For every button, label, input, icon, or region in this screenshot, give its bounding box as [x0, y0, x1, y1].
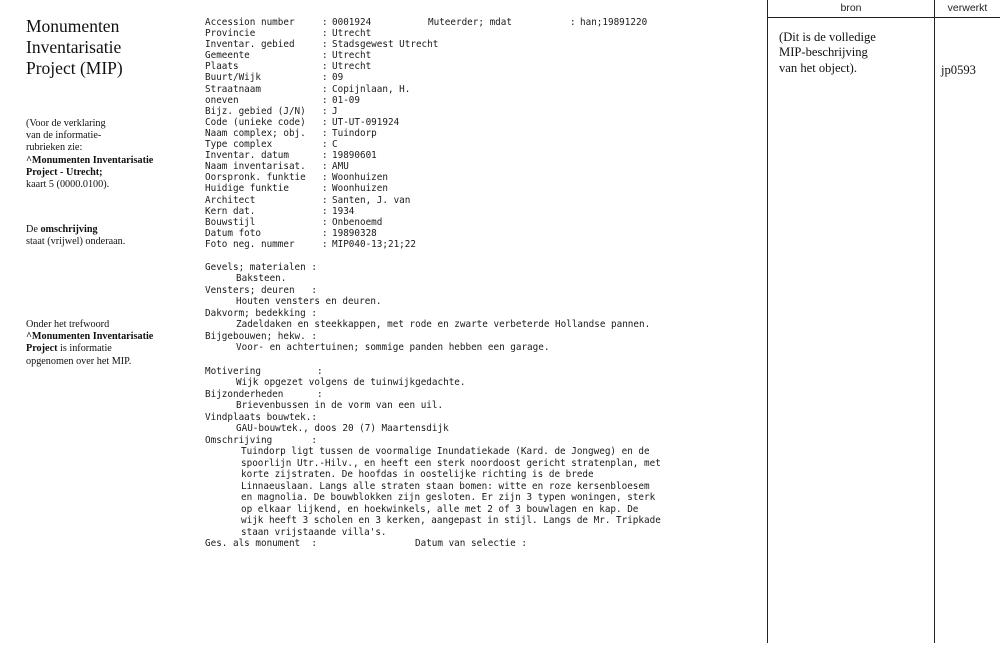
record-row — [205, 206, 765, 217]
record-row — [205, 183, 765, 194]
section-heading: Dakvorm; bedekking : — [205, 307, 317, 319]
bron-note — [779, 30, 929, 76]
field-colon: : — [322, 227, 328, 239]
field-label: Bijz. gebied (J/N) — [205, 105, 306, 117]
note-line: van de informatie- — [26, 130, 102, 142]
field-value: Onbenoemd — [332, 216, 383, 228]
section-text — [210, 527, 770, 539]
note-line: opgenomen over het MIP. — [26, 355, 132, 367]
field-label: Accession number — [205, 17, 295, 28]
note-reference-line: ^Monumenten Inventarisatie — [26, 331, 154, 343]
section-text-line: Zadeldaken en steekkappen, met rode en zwarte verbeterde Hollandse pannen. — [236, 319, 651, 331]
note-line: staat (vrijwel) onderaan. — [26, 236, 126, 248]
field-label: Inventar. datum — [205, 150, 289, 162]
column-header-verwerkt: verwerkt — [947, 2, 988, 14]
section-text — [210, 446, 770, 458]
section-text — [210, 492, 770, 504]
section-heading: Motivering : — [205, 365, 323, 377]
record-row — [205, 150, 765, 161]
section-heading: Gevels; materialen : — [205, 261, 317, 273]
field-value: AMU — [332, 161, 349, 173]
record-row — [205, 28, 765, 39]
left-column — [26, 16, 186, 79]
section-text — [205, 273, 765, 285]
record-row — [205, 128, 765, 139]
verwerkt-code: jp0593 — [941, 63, 976, 77]
field-label: Plaats — [205, 61, 239, 73]
record-row — [205, 95, 765, 106]
section-text-line: Wijk opgezet volgens de tuinwijkgedachte. — [236, 377, 466, 389]
record-row — [205, 106, 765, 117]
field-colon: : — [322, 183, 328, 195]
section-text-line: Linnaeuslaan. Langs alle straten staan bomen: witte en roze kersenbloesem — [241, 480, 650, 492]
section-text-line: spoorlijn Utr.-Hilv., en heeft een sterk noordoost gericht stratenplan, met — [241, 457, 661, 469]
field-label: Gemeente — [205, 50, 250, 62]
section-text — [205, 400, 765, 412]
page-title — [26, 16, 186, 79]
record-row — [205, 50, 765, 61]
field-value: Utrecht — [332, 61, 372, 73]
record-fields — [205, 28, 765, 250]
section-text-line: Voor- en achtertuinen; sommige panden hebben een garage. — [236, 342, 550, 354]
field-label: Oorspronk. funktie — [205, 172, 306, 184]
field-label: Datum foto — [205, 227, 261, 239]
field-value: MIP040-13;21;22 — [332, 238, 416, 250]
section-text — [205, 319, 765, 331]
field-value: 1934 — [332, 205, 355, 217]
field-label: Kern dat. — [205, 205, 256, 217]
record-row — [205, 84, 765, 95]
field-value: Stadsgewest Utrecht — [332, 39, 439, 51]
section-text-line: Tuindorp ligt tussen de voormalige Inundatiekade (Kard. de Jongweg) en de — [241, 446, 650, 458]
record-row — [205, 72, 765, 83]
bron-line: (Dit is de volledige — [779, 30, 876, 44]
section-heading: Omschrijving : — [205, 434, 317, 446]
field-colon: : — [322, 61, 328, 73]
section-text — [205, 377, 765, 389]
field-label: Datum van selectie : — [415, 538, 527, 550]
field-label: Ges. als monument : — [205, 538, 317, 550]
field-value: 19890328 — [332, 227, 377, 239]
field-colon: : — [322, 28, 328, 40]
field-value: UT-UT-091924 — [332, 116, 400, 128]
field-colon: : — [322, 172, 328, 184]
field-value: C — [332, 139, 338, 151]
field-label: Foto neg. nummer — [205, 238, 295, 250]
record-row-monument — [205, 538, 765, 549]
note-reference-line: Project - Utrecht; — [26, 166, 103, 178]
section-text-line: en magnolia. De bouwblokken zijn gesloten. Er zijn 3 typen woningen, sterk — [241, 492, 656, 504]
record-row — [205, 39, 765, 50]
section-text-line: op elkaar lijkend, en hoekwinkels, alle met 2 of 3 bouwlagen en kap. De — [241, 503, 639, 515]
field-label: Muteerder; mdat — [428, 17, 512, 28]
section-text-line: GAU-bouwtek., doos 20 (7) Maartensdijk — [236, 423, 449, 435]
field-colon: : — [322, 150, 328, 162]
field-label: Naam complex; obj. — [205, 127, 306, 139]
section-text — [210, 458, 770, 470]
field-value: 09 — [332, 72, 344, 84]
bron-line: van het object). — [779, 60, 857, 75]
field-label: Architect — [205, 194, 256, 206]
field-colon: : — [322, 161, 328, 173]
note-line: (Voor de verklaring — [26, 118, 106, 129]
section-text-line: wijk heeft 3 scholen en 3 kerken, aangepast in stijl. Langs de Mr. Tripkade — [241, 515, 661, 527]
field-value: 01-09 — [332, 94, 360, 106]
column-divider — [767, 0, 768, 643]
section-text — [205, 296, 765, 308]
field-colon: : — [322, 238, 328, 250]
field-label: Huidige funktie — [205, 183, 289, 195]
section-heading: Bijgebouwen; hekw. : — [205, 330, 317, 342]
field-label: oneven — [205, 94, 239, 106]
record-row — [205, 228, 765, 239]
field-value: Copijnlaan, H. — [332, 83, 411, 95]
spacer — [205, 354, 765, 366]
field-value: han;19891220 — [580, 17, 648, 28]
header-rule — [767, 17, 1000, 18]
section-text — [210, 515, 770, 527]
field-label: Bouwstijl — [205, 216, 256, 228]
bron-line: MIP-beschrijving — [779, 45, 868, 60]
record-row — [205, 239, 765, 250]
field-colon: : — [322, 127, 328, 139]
section-text-line: Baksteen. — [236, 273, 287, 285]
record-row — [205, 61, 765, 72]
note-line: Onder het trefwoord — [26, 319, 110, 330]
field-colon: : — [322, 50, 328, 62]
section-text — [210, 469, 770, 481]
section-heading: Vensters; deuren : — [205, 284, 317, 296]
field-label: Buurt/Wijk — [205, 72, 261, 84]
field-label: Code (unieke code) — [205, 116, 306, 128]
field-label: Type complex — [205, 139, 273, 151]
keyword-note — [26, 319, 191, 368]
field-value: J — [332, 105, 338, 117]
record-row — [205, 117, 765, 128]
field-colon: : — [322, 83, 328, 95]
field-value: 0001924 — [332, 17, 372, 28]
field-value: Utrecht — [332, 28, 372, 40]
note-line: De omschrijving — [26, 224, 98, 235]
spacer — [205, 250, 765, 262]
record-row — [205, 217, 765, 228]
record-row — [205, 139, 765, 150]
field-colon: : — [322, 105, 328, 117]
title-line: Inventarisatie — [26, 37, 122, 57]
column-header-bron: bron — [840, 2, 862, 14]
field-value: Utrecht — [332, 50, 372, 62]
explanation-note — [26, 118, 191, 191]
record-row — [205, 172, 765, 183]
field-colon: : — [322, 94, 328, 106]
field-label: Inventar. gebied — [205, 39, 295, 51]
section-text — [210, 504, 770, 516]
field-value: Santen, J. van — [332, 194, 411, 206]
field-colon: : — [322, 216, 328, 228]
note-reference-line: ^Monumenten Inventarisatie — [26, 154, 154, 166]
section-heading: Bijzonderheden : — [205, 388, 323, 400]
field-value: Tuindorp — [332, 127, 377, 139]
field-colon: : — [322, 139, 328, 151]
section-text-line: Brievenbussen in de vorm van een uil. — [236, 400, 444, 412]
note-line: rubrieken zie: — [26, 142, 83, 154]
field-value: 19890601 — [332, 150, 377, 162]
record-sections-description — [205, 366, 765, 539]
field-value: Woonhuizen — [332, 183, 388, 195]
record-row — [205, 161, 765, 172]
field-label: Straatnaam — [205, 83, 261, 95]
mip-record — [205, 17, 765, 550]
section-text-line: staan vrijstaande villa's. — [241, 526, 387, 538]
field-label: Provincie — [205, 28, 256, 40]
title-line: Project (MIP) — [26, 58, 123, 78]
field-value: Woonhuizen — [332, 172, 388, 184]
field-colon: : — [322, 205, 328, 217]
description-note — [26, 224, 191, 248]
record-row-accession — [205, 17, 765, 28]
field-label: Naam inventarisat. — [205, 161, 306, 173]
field-colon: : — [322, 72, 328, 84]
field-colon: : — [322, 17, 328, 28]
field-colon: : — [570, 17, 576, 28]
record-row — [205, 195, 765, 206]
section-heading: Vindplaats bouwtek.: — [205, 411, 317, 423]
column-divider — [934, 0, 935, 643]
section-text — [205, 342, 765, 354]
field-colon: : — [322, 116, 328, 128]
field-colon: : — [322, 39, 328, 51]
section-text — [210, 481, 770, 493]
section-text-line: korte zijstraten. De hoofdas in oostelijke richting is de brede — [241, 469, 594, 481]
section-text-line: Houten vensters en deuren. — [236, 296, 382, 308]
title-line: Monumenten — [26, 16, 120, 36]
section-text — [205, 423, 765, 435]
note-line: Project is informatie — [26, 343, 112, 355]
field-colon: : — [322, 194, 328, 206]
record-sections-materials — [205, 262, 765, 354]
note-line: kaart 5 (0000.0100). — [26, 179, 110, 191]
